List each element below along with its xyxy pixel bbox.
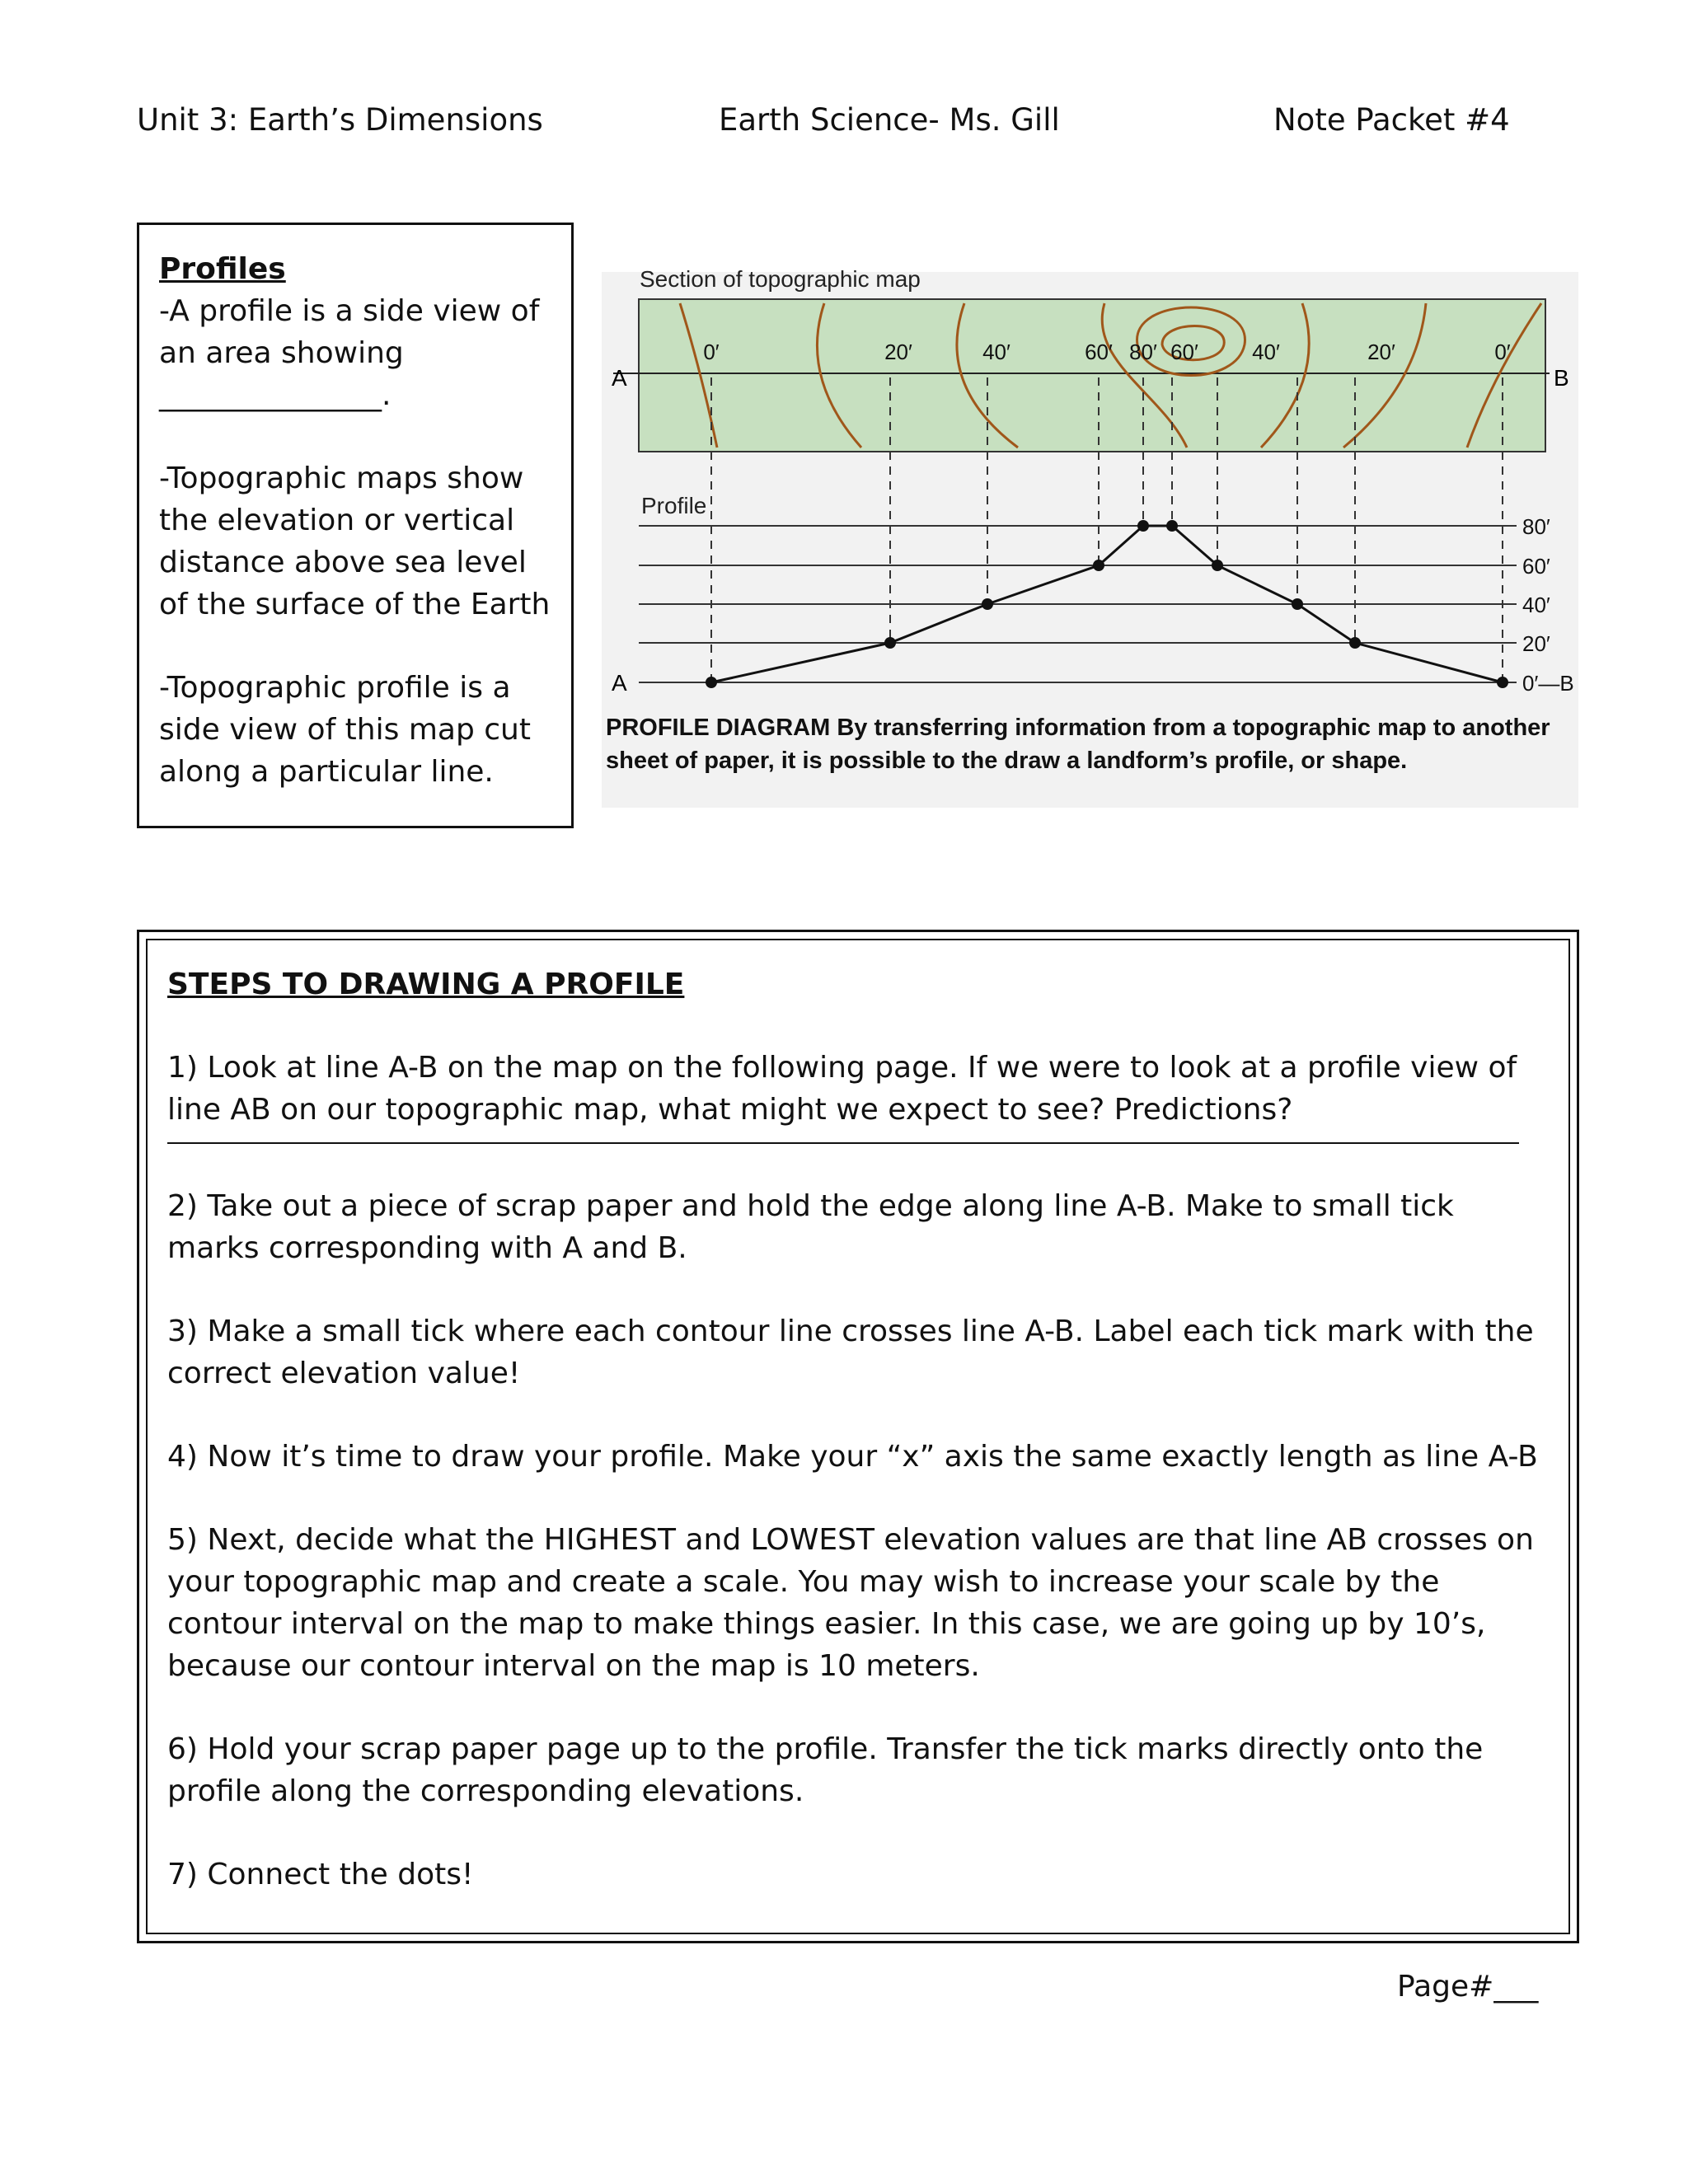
profile-point [1497, 677, 1508, 688]
step-4: 4) Now it’s time to draw your profile. Make your “x” axis the same exactly length as line A-B [167, 1440, 1538, 1474]
profile-point [1349, 637, 1361, 649]
contour-label-60-a: 60′ [1085, 340, 1113, 364]
steps-title: STEPS TO DRAWING A PROFILE [167, 968, 685, 1001]
elevation-label-60: 60′ [1522, 554, 1550, 579]
profile-point-a: A [612, 670, 627, 696]
caption-text: By transferring information from a topographic map to another sheet of paper, it is possible to the draw a landform’s profile, or shape. [606, 715, 1550, 774]
elevation-label-40: 40′ [1522, 593, 1550, 617]
profile-label: Profile [641, 493, 707, 518]
contour-label-20-a: 20′ [884, 340, 912, 364]
header-packet: Note Packet #4 [1273, 102, 1510, 138]
step-3: 3) Make a small tick where each contour line crosses line A-B. Label each tick mark with the correct elevation value! [167, 1315, 1534, 1390]
contour-label-40-a: 40′ [982, 340, 1010, 364]
profiles-title: Profiles [159, 252, 286, 286]
profile-point [706, 677, 717, 688]
contour-label-0-b: 0′ [1494, 340, 1511, 364]
map-point-b: B [1554, 365, 1569, 391]
elevation-label-20: 20′ [1522, 631, 1550, 656]
step-5: 5) Next, decide what the HIGHEST and LOWEST elevation values are that line AB crosses on your topographic map and create a scale. You may wish to increase your scale by the contour interval on the map to make things easier. In this case, we are going up by 10’s, because our contour interval on the map is 10 meters. [167, 1523, 1534, 1683]
page-number: Page#___ [1397, 1970, 1539, 2004]
step-6: 6) Hold your scrap paper page up to the profile. Transfer the tick marks directly onto the profile along the corresponding elevations. [167, 1732, 1484, 1808]
elevation-label-0-b: 0′—B [1522, 671, 1574, 696]
contour-label-0-a: 0′ [703, 340, 720, 364]
profile-point [1093, 560, 1104, 571]
profiles-topo-maps: -Topographic maps show the elevation or vertical distance above sea level of the surface of the Earth [159, 462, 551, 621]
step-1: 1) Look at line A-B on the map on the following page. If we were to look at a profile view of line AB on our topographic map, what might we expect to see? Predictions? [167, 1051, 1517, 1127]
profile-diagram-figure [602, 262, 1578, 808]
contour-label-60-b: 60′ [1170, 340, 1198, 364]
profile-point [1137, 520, 1149, 532]
profiles-definition: -A profile is a side view of an area showing _______________. [159, 294, 540, 412]
map-title: Section of topographic map [640, 266, 921, 292]
profile-point [1212, 560, 1223, 571]
profile-point [1166, 520, 1178, 532]
profile-point [884, 637, 896, 649]
map-section [639, 299, 1545, 452]
map-point-a: A [612, 365, 627, 391]
contour-label-80: 80′ [1129, 340, 1157, 364]
profile-point [982, 598, 993, 610]
header-course: Earth Science- Ms. Gill [719, 102, 1060, 138]
step-7: 7) Connect the dots! [167, 1858, 474, 1891]
steps-box [137, 930, 1579, 1943]
profile-point [1292, 598, 1303, 610]
figure-caption [606, 711, 1574, 777]
contour-label-20-b: 20′ [1367, 340, 1395, 364]
contour-label-40-b: 40′ [1252, 340, 1280, 364]
elevation-label-80: 80′ [1522, 514, 1550, 539]
profiles-topo-profile: -Topographic profile is a side view of this map cut along a particular line. [159, 671, 531, 789]
header-unit: Unit 3: Earth’s Dimensions [137, 102, 543, 138]
step-2: 2) Take out a piece of scrap paper and hold the edge along line A-B. Make to small tick marks corresponding with A and B. [167, 1189, 1454, 1265]
profiles-box [137, 223, 574, 828]
caption-heading: PROFILE DIAGRAM [606, 715, 831, 741]
